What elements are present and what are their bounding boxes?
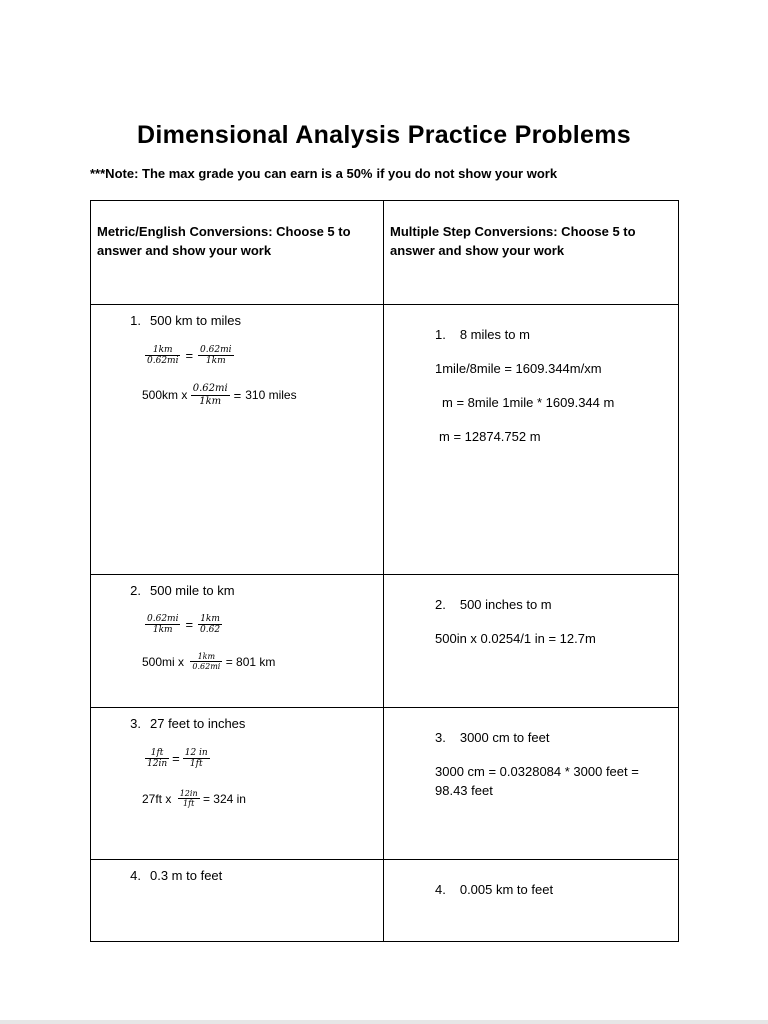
problem-text: 500 km to miles — [150, 313, 242, 328]
right-problem-4 — [384, 860, 679, 942]
fraction: $\frac{12 in}{1ft}$ — [184, 748, 208, 770]
problem-number: 1. — [130, 313, 141, 328]
problem-text: 500 inches to m — [459, 597, 552, 612]
work-line: m = 12874.752 m — [439, 429, 541, 444]
problem-text: 27 feet to inches — [150, 716, 246, 731]
work-line: 98.43 feet — [435, 783, 493, 798]
left-problem-1 — [91, 305, 384, 575]
work-line — [142, 789, 246, 808]
work-prefix: 500mi x — [142, 654, 185, 669]
table-row — [91, 708, 679, 860]
work-line: 1mile/8mile = 1609.344m/xm — [435, 361, 602, 376]
equals-sign: = — [185, 348, 194, 364]
left-problem-2 — [91, 575, 384, 708]
work-result: = 324 in — [202, 791, 246, 806]
work-line: m = 8mile 1mile * 1609.344 m — [442, 395, 615, 410]
fraction: $\frac{0.62mi}{1km}$ — [192, 383, 228, 407]
equals-sign: = — [172, 751, 180, 767]
problem-statement — [435, 597, 552, 612]
table-row — [91, 575, 679, 708]
table-row — [91, 860, 679, 942]
work-line: 3000 cm = 0.0328084 * 3000 feet = — [435, 764, 639, 779]
conversion-factor-equation — [145, 748, 210, 770]
fraction: $\frac{1km}{0.62}$ — [200, 614, 221, 636]
grading-note — [90, 166, 557, 181]
right-problem-3 — [384, 708, 679, 860]
problem-text: 500 mile to km — [150, 583, 235, 598]
left-problem-4 — [91, 860, 384, 942]
problem-statement — [435, 327, 530, 342]
problem-statement — [118, 313, 241, 328]
header-metric-english: Metric/English Conversions: Choose 5 to answer and show your work — [91, 201, 384, 305]
problem-number: 4. — [435, 882, 446, 897]
work-result: = 801 km — [225, 654, 276, 669]
conversion-factor-equation — [145, 345, 234, 367]
fraction: $\frac{0.62mi}{1km}$ — [147, 614, 179, 636]
left-problem-3 — [91, 708, 384, 860]
fraction: $\frac{0.62mi}{1km}$ — [200, 345, 232, 367]
conversion-factor-equation — [145, 614, 222, 636]
problem-number: 2. — [435, 597, 446, 612]
problem-statement — [435, 882, 553, 897]
work-prefix: 500km x — [142, 388, 188, 402]
problem-number: 3. — [130, 716, 141, 731]
grading-note-suffix: if you do not show your work — [376, 166, 558, 181]
fraction: $\frac{12in}{1ft}$ — [179, 789, 198, 809]
right-problem-1 — [384, 305, 679, 575]
problem-statement — [435, 730, 549, 745]
header-multi-step: Multiple Step Conversions: Choose 5 to answer and show your work — [384, 201, 679, 305]
fraction: $\frac{1km}{0.62mi}$ — [192, 652, 221, 672]
fraction: $\frac{1ft}{12in}$ — [147, 748, 168, 770]
work-line — [142, 652, 275, 671]
page-title: Dimensional Analysis Practice Problems — [136, 121, 631, 149]
work-line: 500in x 0.0254/1 in = 12.7m — [435, 631, 596, 646]
work-prefix: 27ft x — [142, 791, 172, 806]
page-bottom-edge — [0, 1020, 768, 1024]
work-result: 310 miles — [245, 388, 297, 402]
problem-statement — [118, 868, 222, 883]
equals-sign: = — [185, 617, 194, 633]
problem-number: 3. — [435, 730, 446, 745]
work-line — [142, 383, 297, 407]
right-problem-2 — [384, 575, 679, 708]
problem-number: 2. — [130, 583, 141, 598]
problem-number: 4. — [130, 868, 141, 883]
problems-table — [90, 200, 679, 942]
problem-statement — [118, 716, 245, 731]
problem-text: 0.005 km to feet — [459, 882, 554, 897]
problem-text: 3000 cm to feet — [459, 730, 550, 745]
equals-sign: = — [233, 387, 242, 403]
grading-note-prefix: ***Note: The max grade you can earn is a 50% — [90, 166, 373, 181]
table-header-row — [91, 201, 679, 305]
table-row — [91, 305, 679, 575]
problem-text: 8 miles to m — [459, 327, 530, 342]
problem-number: 1. — [435, 327, 446, 342]
fraction: $\frac{1km}{0.62mi}$ — [147, 345, 179, 367]
problem-statement — [118, 583, 235, 598]
problem-text: 0.3 m to feet — [150, 868, 223, 883]
